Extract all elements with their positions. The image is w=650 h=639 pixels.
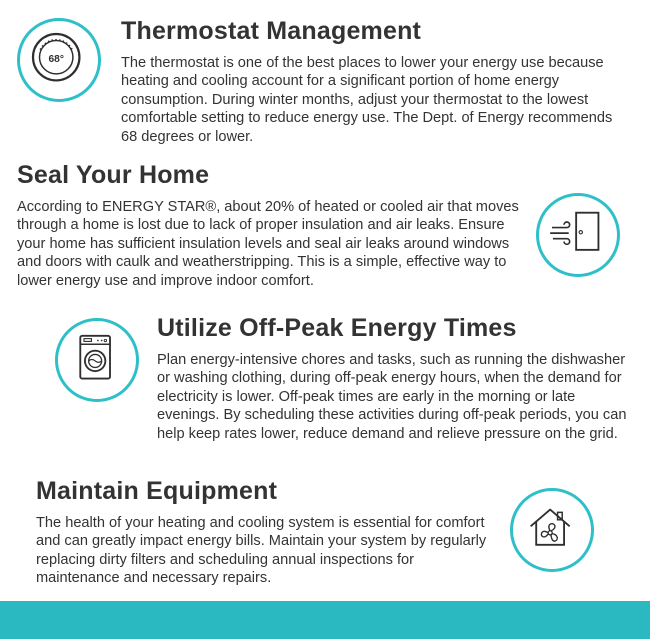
offpeak-title: Utilize Off-Peak Energy Times [157,314,517,342]
house-fan-icon [510,488,594,572]
thermostat-section [121,16,626,146]
maintain-section [36,476,498,588]
thermostat-temp-label: 68° [48,53,64,65]
seal-title: Seal Your Home [17,161,210,189]
seal-section [17,160,522,290]
door-draft-icon [536,193,620,277]
thermostat-body: The thermostat is one of the best places to lower your energy use because heating and cooling account for a significant portion of home energy consumption. During winter months, adjust your thermostat to the lowest comfortable setting to reduce energy use. The Dept. of Energy recommends 68 degrees or lower. [121,55,613,145]
maintain-body: The health of your heating and cooling system is essential for comfort and can greatly impact energy bills. Maintain your system by regularly replacing dirty filters and scheduling annual inspections for maintenance and necessary repairs. [36,515,487,587]
seal-body: According to ENERGY STAR®, about 20% of heated or cooled air that moves through a home is lost due to lack of proper insulation and air leaks. Ensure your home has sufficient insulation levels and seal air leaks around windows and doors with caulk and weatherstripping. This is a simple, effective way to lower energy use and improve indoor comfort. [17,199,519,289]
offpeak-body: Plan energy-intensive chores and tasks, such as running the dishwasher or washing clothing, during off-peak energy hours, when the demand for electricity is lower. Off-peak times are early in the morning or late evenings. By scheduling these activities during off-peak periods, you can help keep rates lower, reduce demand and relieve pressure on the grid. [157,352,627,442]
washing-machine-icon [55,318,139,402]
footer-bar [0,601,650,639]
offpeak-section [157,313,635,443]
thermostat-title: Thermostat Management [121,17,422,45]
maintain-title: Maintain Equipment [36,477,278,505]
thermostat-icon [17,18,101,102]
